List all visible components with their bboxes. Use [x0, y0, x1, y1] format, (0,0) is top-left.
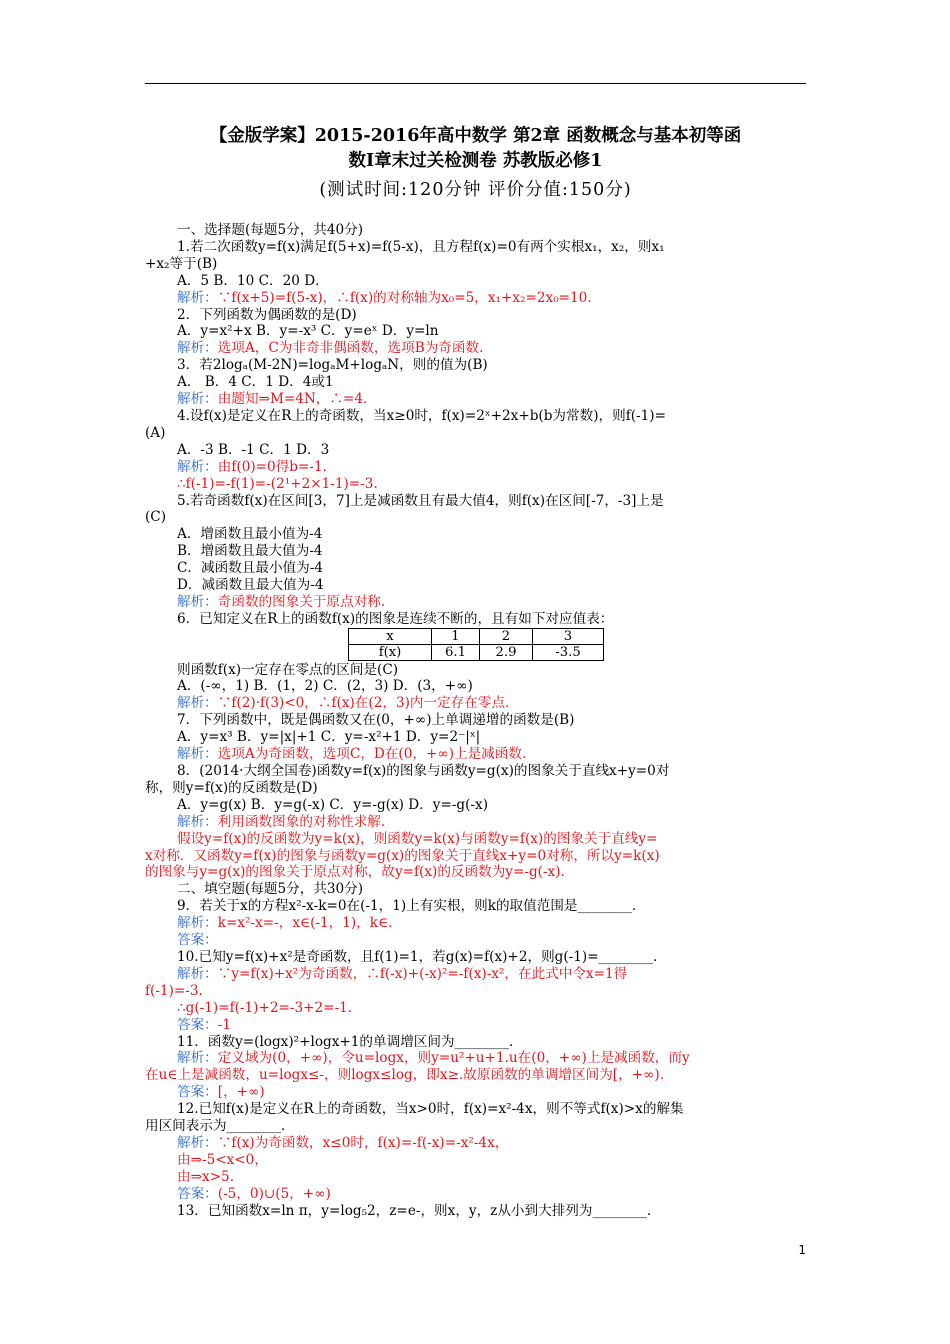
line-text: 3．若2logₐ(M-2N)=logₐM+logₐN，则的值为(B): [177, 357, 488, 374]
line-text: x对称．又函数y=f(x)的图象与函数y=g(x)的图象关于直线x+y=0对称，所以y=k(x): [145, 847, 660, 864]
text-line: [145, 915, 810, 932]
line-text: 用区间表示为________.: [145, 1118, 286, 1135]
answer-label: 解析：: [177, 813, 218, 830]
line-text: 由题知⇒M=4N，∴=4.: [217, 391, 368, 408]
text-line: [145, 273, 810, 290]
line-text: 1.若二次函数y=f(x)满足f(5+x)=f(5-x)，且方程f(x)=0有两个实根x₁，x₂，则x₁: [177, 238, 665, 255]
text-line: [145, 763, 810, 780]
line-text: A．y=g(x) B．y=g(-x) C．y=-g(x) D．y=-g(-x): [177, 796, 488, 813]
text-line: [145, 408, 810, 425]
value-table-cell: x: [349, 629, 432, 645]
value-table-header-row: [349, 629, 604, 645]
text-line: [145, 357, 810, 374]
text-line: [145, 374, 810, 391]
text-line: [145, 729, 810, 746]
text-line: [145, 509, 810, 526]
line-text: 9．若关于x的方程x²-x-k=0在(-1，1)上有实根，则k的取值范围是________.: [177, 898, 637, 915]
text-line: [145, 1169, 810, 1186]
answer-label: 答案：: [177, 1016, 218, 1033]
text-line: [145, 1101, 810, 1118]
answer-label: 解析：: [177, 965, 218, 982]
line-text: f(-1)=-3.: [145, 982, 203, 999]
text-line: [145, 307, 810, 324]
answer-label: 解析：: [177, 746, 218, 763]
text-line: [145, 864, 810, 881]
answer-label: 答案：: [177, 1185, 218, 1202]
line-text: 利用函数图象的对称性求解.: [217, 813, 386, 830]
text-line: [145, 493, 810, 510]
line-text: 二、填空题(每题5分，共30分): [177, 881, 364, 898]
line-text: A．y=x²+x B．y=-x³ C．y=eˣ D．y=ln: [177, 323, 439, 340]
text-line: [145, 1203, 810, 1220]
line-text: 定义域为(0，+∞)，令u=logx，则y=u²+u+1.u在(0，+∞)上是减函数，而y: [217, 1050, 690, 1067]
line-text: 6．已知定义在R上的函数f(x)的图象是连续不断的，且有如下对应值表：: [177, 610, 614, 627]
line-text: -1: [217, 1016, 232, 1033]
answer-label: 解析：: [177, 695, 218, 712]
answer-label: 解析：: [177, 391, 218, 408]
value-table-row: [349, 645, 604, 661]
line-text: (-5，0)∪(5，+∞): [217, 1185, 331, 1202]
line-text: 在u∈上是减函数，u=logx≤-，则logx≤log，即x≥.故原函数的单调增区间为[，+∞).: [145, 1067, 665, 1084]
line-text: 13．已知函数x=ln π，y=log₅2，z=e-，则x，y，z从小到大排列为________.: [177, 1202, 652, 1219]
text-line: [145, 611, 810, 628]
value-table-cell: -3.5: [533, 645, 604, 661]
text-line: [145, 898, 810, 915]
text-line: [145, 560, 810, 577]
line-text: B．增函数且最大值为-4: [177, 543, 323, 560]
text-line: [145, 1135, 810, 1152]
line-text: 由f(0)=0得b=-1.: [217, 458, 327, 475]
answer-label: 解析：: [177, 593, 218, 610]
text-line: [145, 459, 810, 476]
answer-label: 解析：: [177, 289, 218, 306]
text-line: [145, 594, 810, 611]
value-table-cell: 6.1: [432, 645, 480, 661]
text-line: [145, 1152, 810, 1169]
line-text: 假设y=f(x)的反函数为y=k(x)，则函数y=k(x)与函数y=f(x)的图象关于直线y=: [177, 830, 658, 847]
line-text: k=x²-x=-，x∈(-1，1)，k∈.: [217, 915, 393, 932]
line-text: (A): [145, 424, 166, 441]
title-line-2: 数Ⅰ章末过关检测卷 苏教版必修1: [348, 151, 603, 171]
line-text: C．减函数且最小值为-4: [177, 560, 323, 577]
answer-label: 答案：: [177, 932, 218, 949]
line-text: 一、选择题(每题5分，共40分): [177, 222, 364, 238]
line-text: ∵y=f(x)+x²为奇函数，∴f(-x)+(-x)²=-f(x)-x²，在此式中令x=1得: [217, 965, 628, 982]
line-text: 称，则y=f(x)的反函数是(D): [145, 779, 318, 796]
text-line: [145, 442, 810, 459]
line-text: A．(-∞，1) B．(1，2) C．(2，3) D．(3，+∞): [177, 678, 473, 695]
line-text: 由⇒x>5.: [177, 1168, 235, 1185]
text-line: [145, 881, 810, 898]
text-line: [145, 239, 810, 256]
answer-label: 解析：: [177, 458, 218, 475]
line-text: 11．函数y=(logx)²+logx+1的单调增区间为________.: [177, 1033, 514, 1050]
page-number: 1: [798, 1243, 806, 1257]
line-text: ∴g(-1)=f(-1)+2=-3+2=-1.: [177, 999, 353, 1016]
line-text: 奇函数的图象关于原点对称.: [217, 593, 386, 610]
text-line: [145, 1017, 810, 1034]
line-text: [，+∞): [217, 1084, 265, 1101]
line-text: 选项A为奇函数，选项C，D在(0，+∞)上是减函数.: [217, 746, 527, 763]
document-body: [145, 222, 810, 1219]
text-line: [145, 746, 810, 763]
answer-label: 解析：: [177, 340, 218, 357]
document-title: [145, 124, 806, 174]
text-line: [145, 1000, 810, 1017]
line-text: +x₂等于(B): [145, 255, 218, 272]
answer-label: 解析：: [177, 915, 218, 932]
answer-label: 解析：: [177, 1050, 218, 1067]
line-text: A．增函数且最小值为-4: [177, 526, 323, 543]
value-table-cell: f(x): [349, 645, 432, 661]
value-table-cell: 1: [432, 629, 480, 645]
text-line: [145, 814, 810, 831]
title-line-1: 【金版学案】2015-2016年高中数学 第2章 函数概念与基本初等函: [209, 126, 742, 146]
line-text: 选项A，C为非奇非偶函数，选项B为奇函数.: [217, 340, 484, 357]
text-line: [145, 290, 810, 307]
text-line: [145, 323, 810, 340]
text-line: [145, 831, 810, 848]
text-line: [145, 222, 810, 239]
text-line: [145, 780, 810, 797]
line-text: 8．(2014·大纲全国卷)函数y=f(x)的图象与函数y=g(x)的图象关于直线x+y=0对: [177, 763, 670, 779]
line-text: 5.若奇函数f(x)在区间[3，7]上是减函数且有最大值4，则f(x)在区间[-7，-3]上是: [177, 492, 664, 509]
text-line: [145, 476, 810, 493]
text-line: [145, 1050, 810, 1067]
text-line: [145, 1118, 810, 1135]
text-line: [145, 1067, 810, 1084]
text-line: [145, 577, 810, 594]
line-text: 由⇒-5<x<0，: [177, 1151, 268, 1168]
line-text: 则函数f(x)一定存在零点的区间是(C): [177, 661, 399, 678]
text-line: [145, 797, 810, 814]
text-line: [145, 949, 810, 966]
answer-label: 答案：: [177, 1084, 218, 1101]
text-line: [145, 932, 810, 949]
value-table-cell: 3: [533, 629, 604, 645]
text-line: [145, 1186, 810, 1203]
text-line: [145, 543, 810, 560]
text-line: [145, 983, 810, 1000]
text-line: [145, 340, 810, 357]
text-line: [145, 678, 810, 695]
line-text: A．-3 B．-1 C．1 D．3: [177, 441, 330, 458]
line-text: 2．下列函数为偶函数的是(D): [177, 306, 357, 323]
text-line: [145, 425, 810, 442]
text-line: [145, 391, 810, 408]
line-text: 4.设f(x)是定义在R上的奇函数，当x≥0时，f(x)=2ˣ+2x+b(b为常数)，则f(-1)=: [177, 407, 666, 424]
line-text: 的图象与y=g(x)的图象关于原点对称，故y=f(x)的反函数为y=-g(-x).: [145, 864, 565, 881]
text-line: [145, 848, 810, 865]
header-rule: [145, 83, 806, 84]
line-text: A．y=x³ B．y=|x|+1 C．y=-x²+1 D．y=2⁻|ˣ|: [177, 729, 481, 746]
line-text: A． B．4 C．1 D．4或1: [177, 374, 334, 391]
line-text: (C): [145, 509, 167, 526]
text-line: [145, 1034, 810, 1051]
line-text: ∴f(-1)=-f(1)=-(2¹+2×1-1)=-3.: [177, 475, 378, 492]
test-info: (测试时间:120分钟 评价分值:150分): [319, 180, 632, 200]
line-text: ∵f(x+5)=f(5-x)，∴f(x)的对称轴为x₀=5，x₁+x₂=2x₀=10.: [217, 289, 592, 306]
line-text: 7．下列函数中，既是偶函数又在(0，+∞)上单调递增的函数是(B): [177, 712, 575, 729]
text-line: [145, 526, 810, 543]
line-text: 10.已知y=f(x)+x²是奇函数，且f(1)=1，若g(x)=f(x)+2，则g(-1)=________.: [177, 948, 658, 965]
text-line: [145, 712, 810, 729]
line-text: A．5 B．10 C．20 D．: [177, 272, 329, 289]
value-table-cell: 2: [480, 629, 533, 645]
text-line: [145, 1084, 810, 1101]
text-line: [145, 966, 810, 983]
line-text: ∵f(2)·f(3)<0，∴f(x)在(2，3)内一定存在零点.: [217, 695, 510, 712]
text-line: [145, 662, 810, 679]
line-text: ∵f(x)为奇函数，x≤0时，f(x)=-f(-x)=-x²-4x，: [217, 1134, 509, 1151]
line-text: D．减函数且最大值为-4: [177, 577, 324, 594]
value-table-cell: 2.9: [480, 645, 533, 661]
text-line: [145, 256, 810, 273]
text-line: [145, 695, 810, 712]
answer-label: 解析：: [177, 1134, 218, 1151]
value-table: [348, 628, 604, 661]
line-text: 12.已知f(x)是定义在R上的奇函数，当x>0时，f(x)=x²-4x，则不等式f(x)>x的解集: [177, 1101, 684, 1118]
